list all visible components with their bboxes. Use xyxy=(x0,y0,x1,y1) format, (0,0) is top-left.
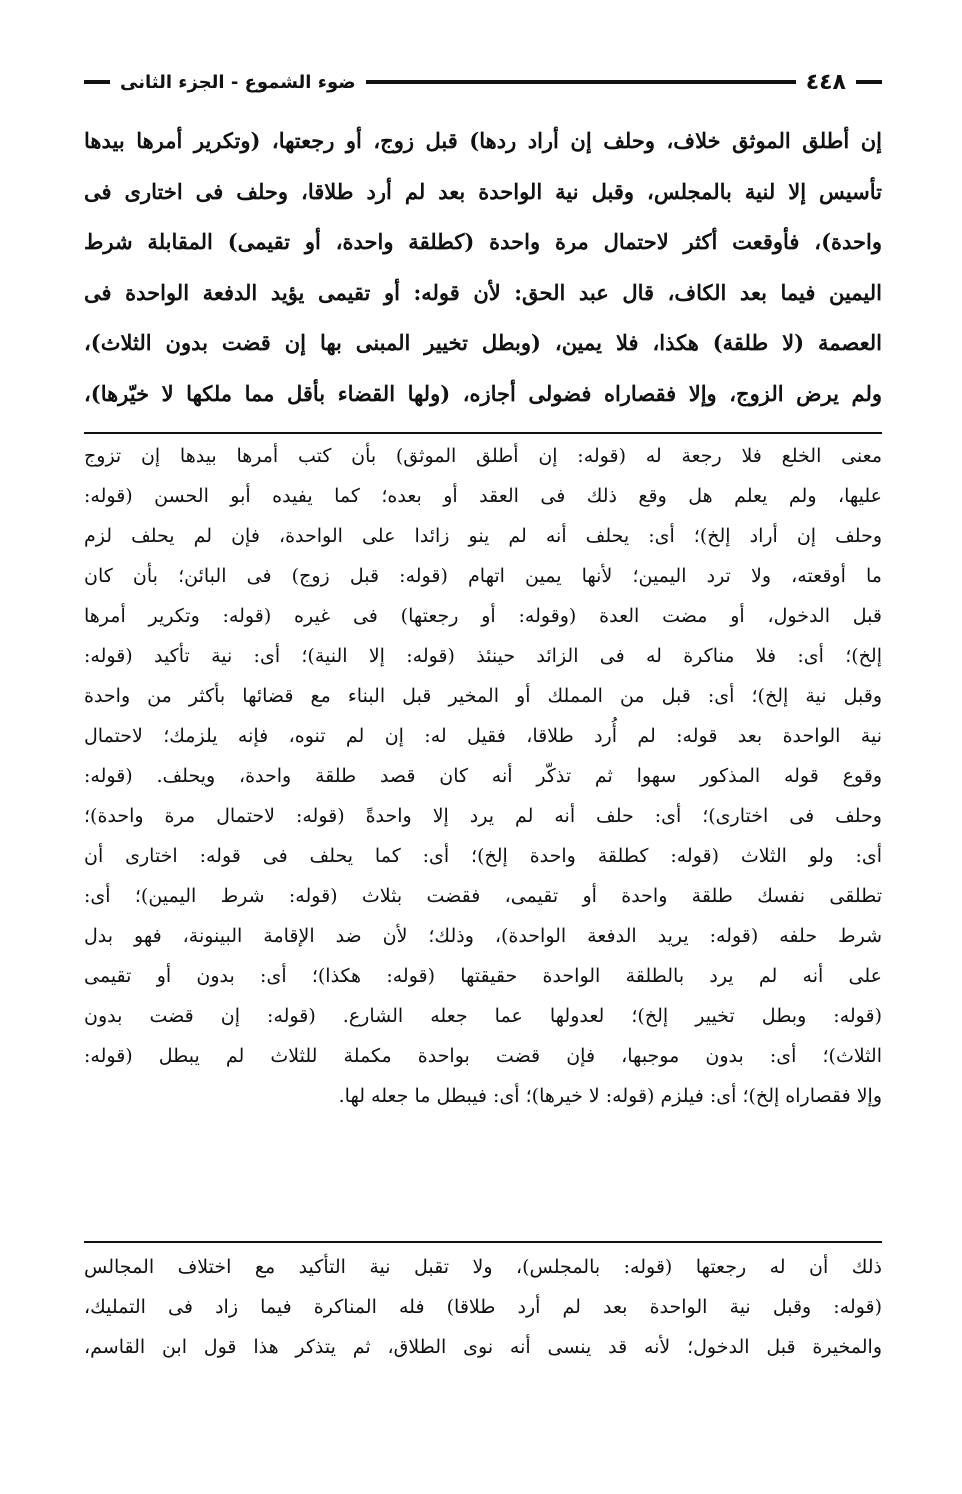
commentary-line: وقوع قوله المذكور سهوا ثم تذكّر أنه كان قصد طلقة واحدة، ويحلف. (قوله: xyxy=(84,765,882,787)
page-number: ٤٤٨ xyxy=(805,69,846,95)
commentary-line: وإلا فقصاراه إلخ)؛ أى: فيلزم (قوله: لا خيرها)؛ أى: فيبطل ما جعله لها. xyxy=(338,1085,882,1107)
commentary-line: الثلاث)؛ أى: بدون موجبها، فإن قضت بواحدة مكملة للثلاث لم يبطل (قوله: xyxy=(84,1045,882,1067)
main-line: اليمين فيما بعد الكاف، قال عبد الحق: لأن قوله: أو تقيمى يؤيد الدفعة الواحدة فى xyxy=(84,279,882,305)
commentary-line: نية الواحدة بعد قوله: لم أُرد طلاقا، فقيل له: إن لم تنوه، فإنه يلزمك؛ لاحتمال xyxy=(84,725,882,747)
commentary-line: معنى الخلع فلا رجعة له (قوله: إن أطلق الموثق) بأن كتب أمرها بيدها إن تزوج xyxy=(84,445,882,467)
commentary-block xyxy=(84,436,882,1116)
commentary-line: عليها، ولم يعلم هل وقع ذلك فى العقد أو بعده؛ كما يفيده أبو الحسن (قوله: xyxy=(84,485,882,507)
commentary-line: شرط حلفه (قوله: يريد الدفعة الواحدة)، وذلك؛ لأن ضد الإقامة البينونة، فهو بدل xyxy=(84,925,882,947)
running-title: ضوء الشموع - الجزء الثانى xyxy=(120,71,356,93)
main-text xyxy=(84,116,882,419)
commentary-line: وقبل نية إلخ)؛ أى: قبل من المملك أو المخير قبل البناء مع قضائها بأكثر من واحدة xyxy=(84,685,882,707)
main-line: تأسيس إلا لنية بالمجلس، وقبل نية الواحدة بعد لم أرد طلاقا، وحلف فى اختارى فى xyxy=(84,178,882,204)
commentary-line: وحلف إن أراد إلخ)؛ أى: يحلف أنه لم ينو زائدا على الواحدة، فإن لم يحلف لزم xyxy=(84,525,882,547)
footnote-line: (قوله: وقبل نية الواحدة بعد لم أرد طلاقا) فله المناكرة فيما زاد فى التمليك، xyxy=(84,1296,882,1318)
footnote-line: ذلك أن له رجعتها (قوله: بالمجلس)، ولا تقبل نية التأكيد مع اختلاف المجالس xyxy=(84,1256,882,1278)
section-divider xyxy=(84,432,882,434)
commentary-line: تطلقى نفسك طلقة واحدة أو تقيمى، فقضت بثلاث (قوله: شرط اليمين)؛ أى: xyxy=(84,885,882,907)
header-dash-right xyxy=(856,80,882,84)
footnote-line: والمخيرة قبل الدخول؛ لأنه قد ينسى أنه نوى الطلاق، ثم يتذكر هذا قول ابن القاسم، xyxy=(84,1336,882,1358)
footnote-block xyxy=(84,1247,882,1367)
header-rule xyxy=(366,80,796,84)
commentary-line: ما أوقعته، ولا ترد اليمين؛ لأنها يمين اتهام (قوله: قبل زوج) فى البائن؛ بأن كان xyxy=(84,565,882,587)
main-line: ولم يرض الزوج، وإلا فقصاراه فضولى أجازه، (ولها القضاء بأقل مما ملكها لا خيّرها)، xyxy=(84,380,882,406)
commentary-line: وحلف فى اختارى)؛ أى: حلف أنه لم يرد إلا واحدةً (قوله: لاحتمال مرة واحدة)؛ xyxy=(84,805,882,827)
commentary-line: إلخ)؛ أى: فلا مناكرة له فى الزائد حينئذ (قوله: إلا النية)؛ أى: نية تأكيد (قوله: xyxy=(84,645,882,667)
footnote-divider xyxy=(84,1241,882,1243)
commentary-line: أى: ولو الثلاث (قوله: كطلقة واحدة إلخ)؛ أى: كما يحلف فى قوله: اختارى أن xyxy=(84,845,882,867)
running-header xyxy=(84,64,882,100)
main-line: إن أطلق الموثق خلاف، وحلف إن أراد ردها) قبل زوج، أو رجعتها، (وتكرير أمرها بيدها xyxy=(84,128,882,153)
commentary-line: قبل الدخول، أو مضت العدة (وقوله: أو رجعتها) فى غيره (قوله: وتكرير أمرها xyxy=(84,605,882,627)
commentary-line: على أنه لم يرد بالطلقة الواحدة حقيقتها (قوله: هكذا)؛ أى: بدون أو تقيمى xyxy=(84,965,882,987)
header-dash-left xyxy=(84,80,110,84)
commentary-line: (قوله: وبطل تخيير إلخ)؛ لعدولها عما جعله الشارع. (قوله: إن قضت بدون xyxy=(84,1005,882,1027)
main-line: العصمة (لا طلقة) هكذا، فلا يمين، (وبطل تخيير المبنى بها إن قضت بدون الثلاث)، xyxy=(84,330,882,355)
main-line: واحدة)، فأوقعت أكثر لاحتمال مرة واحدة (كطلقة واحدة، أو تقيمى) المقابلة شرط xyxy=(84,229,882,254)
